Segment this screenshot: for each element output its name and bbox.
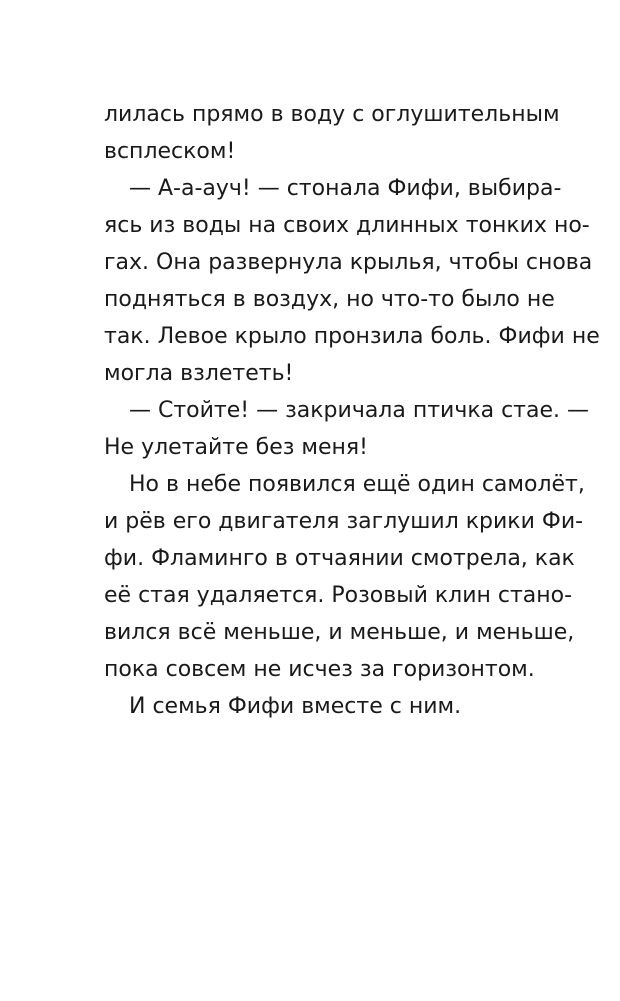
text-line: так. Левое крыло пронзила боль. Фифи не — [104, 324, 600, 349]
text-line: фи. Фламинго в отчаянии смотрела, как — [104, 546, 575, 571]
text-line: Но в небе появился ещё один самолёт, — [129, 472, 585, 497]
body-text — [104, 96, 600, 725]
text-line: всплеском! — [104, 139, 236, 164]
text-line: Не улетайте без меня! — [104, 435, 368, 460]
text-line: гах. Она развернула крылья, чтобы снова — [104, 250, 593, 275]
text-line: могла взлететь! — [104, 361, 294, 386]
text-line: И семья Фифи вместе с ним. — [129, 694, 462, 719]
text-line: и рёв его двигателя заглушил крики Фи- — [104, 509, 584, 534]
text-line: пока совсем не исчез за горизонтом. — [104, 657, 535, 682]
text-line: её стая удаляется. Розовый клин стано- — [104, 583, 573, 608]
text-line: лилась прямо в воду с оглушительным — [104, 102, 560, 127]
text-line: подняться в воздух, но что-то было не — [104, 287, 555, 312]
text-line: — А-а-ауч! — стонала Фифи, выбира- — [129, 176, 562, 201]
text-line: ясь из воды на своих длинных тонких но- — [104, 213, 590, 238]
text-line: вился всё меньше, и меньше, и меньше, — [104, 620, 575, 645]
text-line: — Стойте! — закричала птичка стае. — — [129, 398, 590, 423]
